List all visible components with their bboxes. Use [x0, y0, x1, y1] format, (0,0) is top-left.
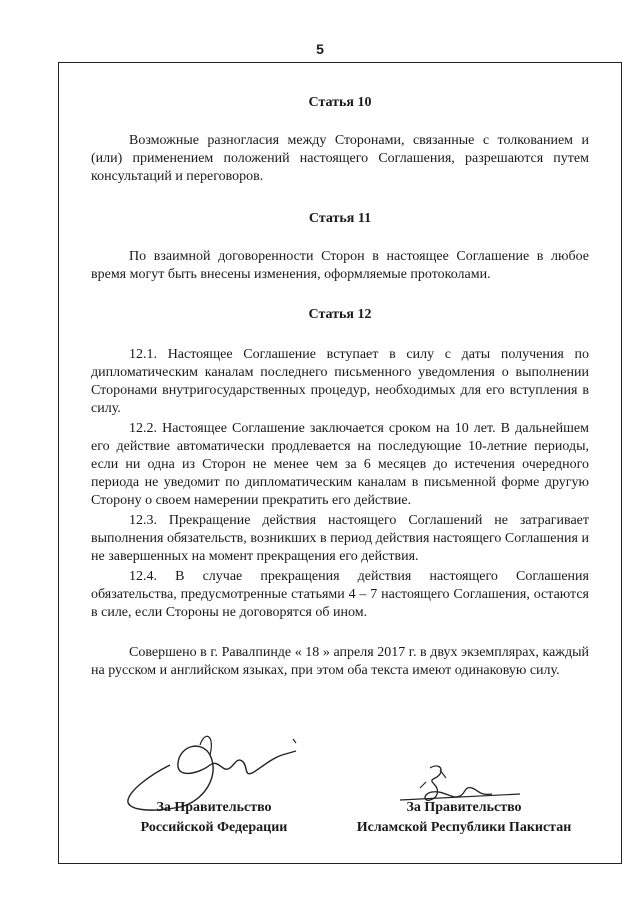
- article-11-title: Статья 11: [308, 211, 372, 226]
- signature-left-line-1: За Правительство: [156, 800, 272, 815]
- article-12-paragraph-3: 12.3. Прекращение действия настоящего Соглашений не затрагивает выполнения обязательств, возникших в период действия настоящего Соглашения и не завершенных на момент прекращения его действия.: [91, 513, 589, 564]
- signature-right: [346, 798, 582, 838]
- document-body: [91, 90, 589, 680]
- signature-right-line-1: За Правительство: [406, 800, 522, 815]
- article-12-paragraph-2: 12.2. Настоящее Соглашение заключается сроком на 10 лет. В дальнейшем его действие автоматически продлевается на последующие 10-летние периоды, если ни одна из Сторон не менее чем за 6 месяцев до истечения очередного периода не уведомит по дипломатическим каналам в письменной форме другую Сторону о своем намерении прекратить его действие.: [91, 421, 589, 508]
- signature-left: [118, 798, 310, 838]
- signature-left-line-2: Российской Федерации: [140, 820, 288, 835]
- article-12-paragraph-1: 12.1. Настоящее Соглашение вступает в силу с даты получения по дипломатическим каналам последнего письменного уведомления о выполнении Сторонами внутригосударственных процедур, необходимых для его вступления в силу.: [91, 347, 589, 416]
- article-11-text: По взаимной договоренности Сторон в настоящее Соглашение в любое время могут быть внесены изменения, оформляемые протоколами.: [91, 249, 589, 282]
- article-10-text: Возможные разногласия между Сторонами, связанные с толкованием и (или) применением положений настоящего Соглашения, разрешаются путем консультаций и переговоров.: [91, 133, 589, 184]
- signature-right-line-2: Исламской Республики Пакистан: [356, 820, 572, 835]
- page-number: 5: [316, 41, 324, 57]
- closing-paragraph: Совершено в г. Равалпинде « 18 » апреля 2017 г. в двух экземплярах, каждый на русском и английском языках, при этом оба текста имеют одинаковую силу.: [91, 645, 589, 678]
- article-10-title: Статья 10: [308, 95, 372, 110]
- article-12-title: Статья 12: [308, 307, 372, 322]
- article-12-paragraph-4: 12.4. В случае прекращения действия настоящего Соглашения обязательства, предусмотренные статьями 4 – 7 настоящего Соглашения, остаются в силе, если Стороны не договорятся об ином.: [91, 569, 589, 620]
